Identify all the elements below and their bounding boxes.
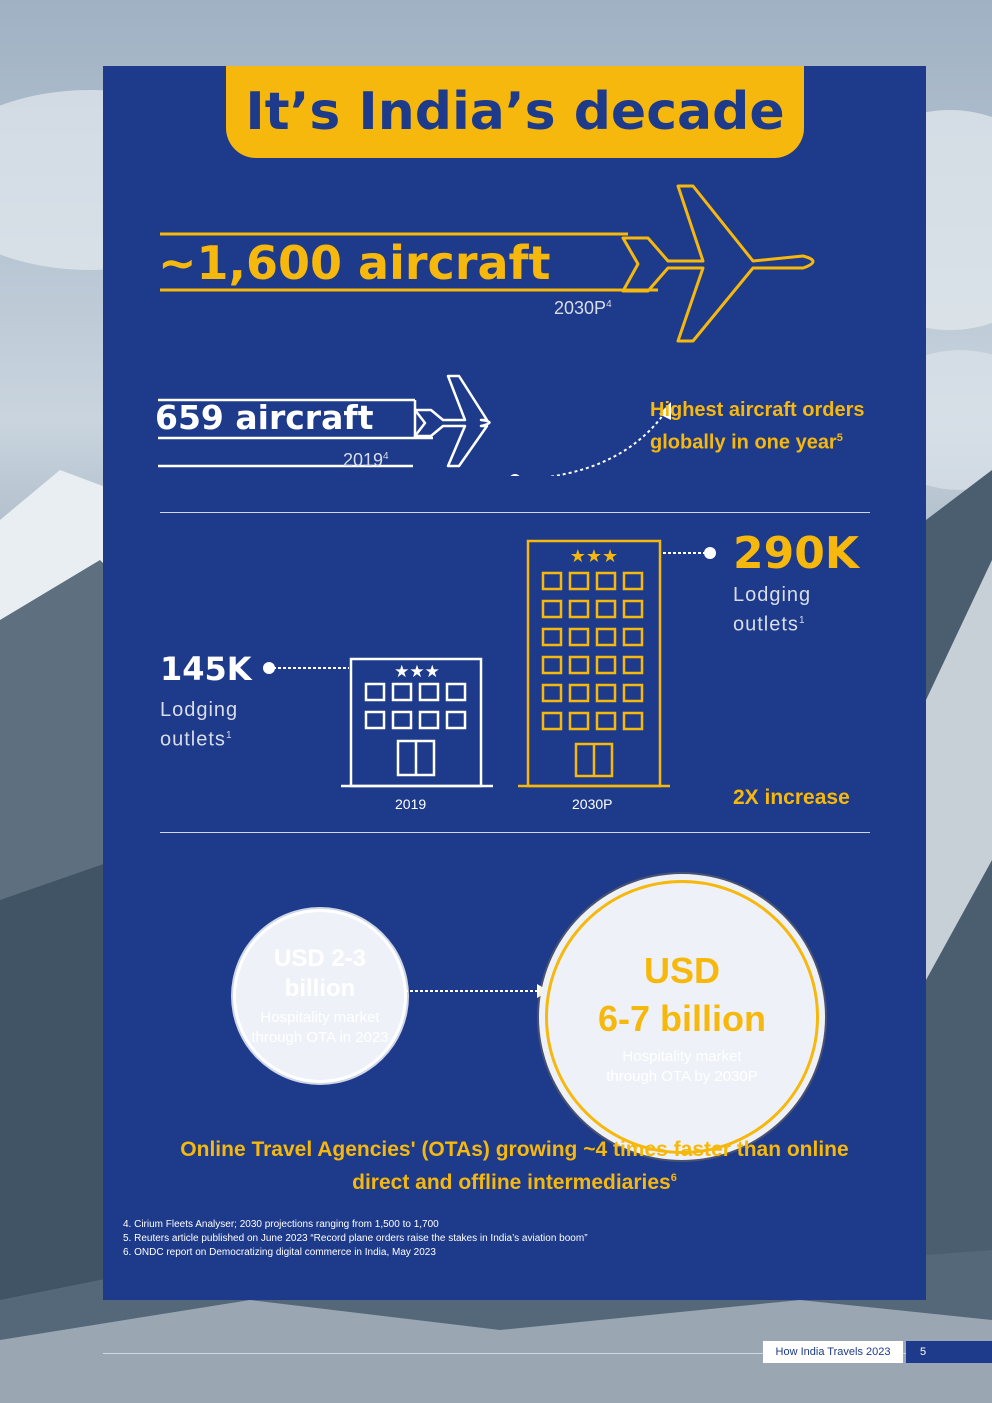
ota-2023-circle (233, 909, 407, 1083)
hotel-2019-year: 2019 (395, 796, 427, 812)
aircraft-2030-value: ~1,600 aircraft (158, 236, 551, 290)
ota-2030-desc: Hospitality market through OTA by 2030P (606, 1048, 758, 1085)
footnote-4: 4. Cirium Fleets Analyser; 2030 projections ranging from 1,500 to 1,700 (123, 1219, 439, 1230)
title-tab (226, 66, 804, 158)
lodging-2030-value: 290K (733, 528, 859, 579)
content-panel (103, 66, 926, 1300)
small-airplane-icon (413, 376, 498, 466)
aircraft-orders-note: Highest aircraft orders globally in one year$^5$ (650, 399, 865, 454)
aircraft-2019-year: 2019$^4$ (343, 450, 389, 470)
footnote-6: 6. ONDC report on Democratizing digital commerce in India, May 2023 (123, 1247, 436, 1258)
lodging-2019-label: Lodging outlets$^1$ (160, 699, 239, 751)
ota-arrow (403, 981, 553, 1001)
hotel-2030-icon (518, 541, 670, 786)
lodging-increase-note: 2X increase (733, 786, 850, 809)
section-divider-1 (160, 512, 870, 513)
connector-290k-dot (704, 547, 716, 559)
hotel-2019-stars-icon: ★★★ (394, 662, 440, 682)
hotel-2030-windows (543, 573, 642, 729)
aircraft-2030-year: $2030P^4$ (554, 298, 612, 318)
page-title: It’s India’s decade (245, 82, 785, 142)
ota-2030-value-line2: 6-7 billion (597, 998, 766, 1039)
ota-2030-value-line1: USD (643, 950, 720, 991)
hotel-2030-stars-icon: ★★★ (569, 546, 619, 567)
ota-2030-circle (545, 880, 819, 1154)
ota-growth-note: Online Travel Agencies' (OTAs) growing ~4 times faster than online direct and offline intermediaries$^6$ (180, 1138, 849, 1194)
ota-2023-value: USD 2-3 billion (273, 945, 367, 1002)
lodging-2019-value: 145K (160, 650, 252, 688)
footnote-5: 5. Reuters article published on June 2023 “Record plane orders raise the stakes in India’s aviation boom” (123, 1233, 588, 1244)
hotel-2030-year: 2030P (572, 796, 613, 812)
aircraft-2019-value: 659 aircraft (155, 398, 374, 437)
lodging-2030-label: Lodging outlets$^1$ (733, 584, 812, 636)
section-divider-2 (160, 832, 870, 833)
ota-2023-desc: Hospitality market through OTA in 2023 (251, 1009, 389, 1046)
footer-page-number: 5 (906, 1341, 992, 1363)
connector-145k-dot (263, 662, 275, 674)
footer-publication: How India Travels 2023 (763, 1341, 903, 1363)
large-airplane-icon (623, 186, 813, 341)
footnotes (123, 1218, 588, 1260)
